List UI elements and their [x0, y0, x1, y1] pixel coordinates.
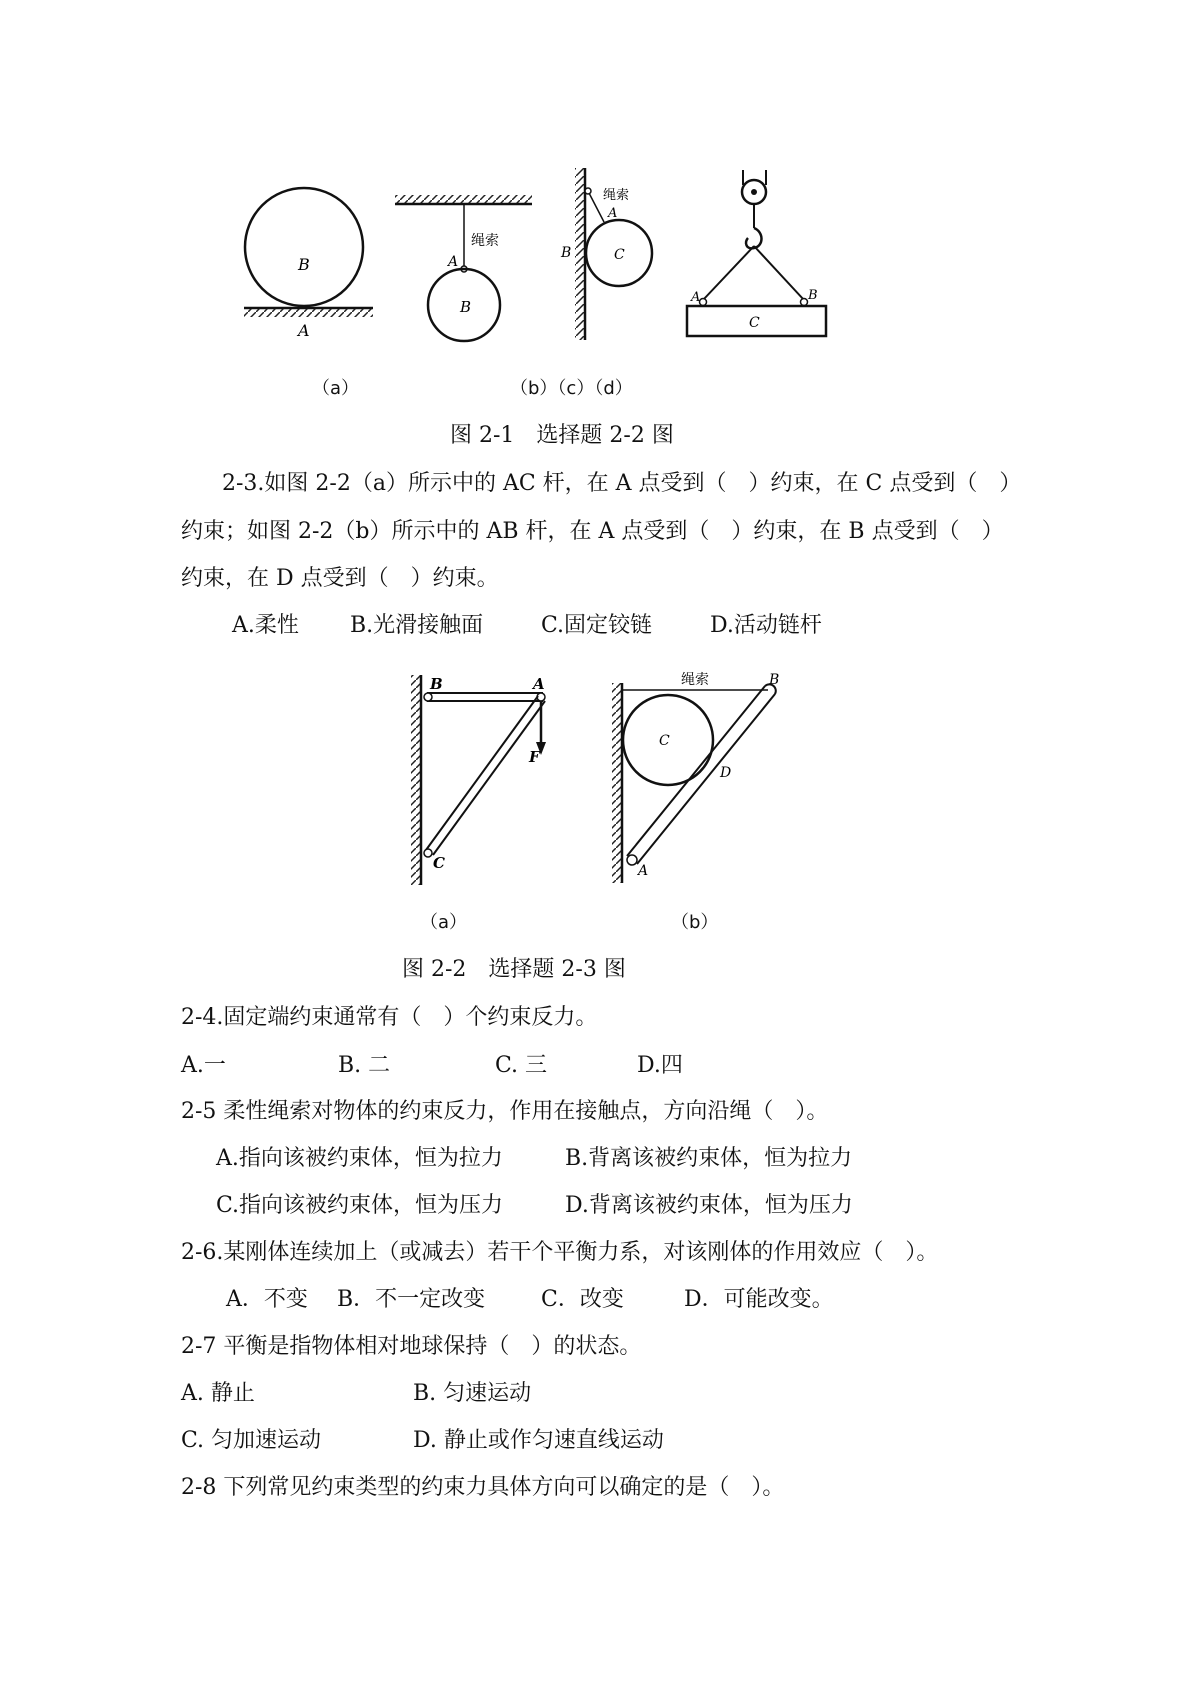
caption-2-2: 图 2-2 选择题 2-3 图	[402, 957, 626, 982]
q23-option-d: D.活动链杆	[710, 613, 822, 638]
q27-stem: 2-7 平衡是指物体相对地球保持（ ）的状态。	[181, 1334, 642, 1359]
q23-line3: 约束，在 D 点受到（ ）约束。	[181, 566, 499, 591]
figure-2-1b	[395, 195, 532, 341]
wall-hatch	[411, 675, 421, 885]
label-b: B	[298, 255, 310, 274]
q25-stem: 2-5 柔性绳索对物体的约束反力，作用在接触点，方向沿绳（ ）。	[181, 1099, 829, 1124]
label-a: A	[691, 290, 701, 305]
circle-b	[245, 188, 363, 306]
wall-hatch	[612, 683, 622, 883]
subcaption-bcd: （b）（c）（d）	[510, 378, 633, 399]
rope	[589, 193, 604, 222]
bar-ab-2	[637, 694, 775, 864]
figure-2-1c	[560, 168, 652, 340]
q23-option-b: B.光滑接触面	[350, 613, 484, 638]
q23-line1: 2-3.如图 2-2（a）所示中的 AC 杆，在 A 点受到（ ）约束，在 C 点受到（ ）	[222, 471, 1022, 496]
q27-option-d: D. 静止或作匀速直线运动	[413, 1428, 664, 1453]
figure-2-2a	[411, 675, 546, 885]
ceiling-hatch	[395, 195, 532, 203]
q24-option-d: D.四	[637, 1053, 683, 1078]
label-c: C	[659, 733, 670, 749]
label-c: C	[614, 247, 625, 263]
q26-stem: 2-6.某刚体连续加上（或减去）若干个平衡力系，对该刚体的作用效应（ ）。	[181, 1240, 939, 1265]
q27-option-c: C. 匀加速运动	[181, 1428, 322, 1453]
q23-option-c: C.固定铰链	[541, 613, 653, 638]
label-rope: 绳索	[471, 233, 499, 249]
q24-option-b: B. 二	[338, 1053, 391, 1078]
label-b: B	[769, 672, 780, 688]
sling-left	[703, 246, 754, 300]
figure-2-2	[0, 665, 1191, 895]
label-a: A	[638, 863, 649, 879]
subcaption-a: （a）	[312, 378, 360, 399]
figure-2-1	[0, 150, 1191, 350]
label-b: B	[430, 675, 443, 693]
label-a: A	[448, 254, 459, 270]
q24-stem: 2-4.固定端约束通常有（ ）个约束反力。	[181, 1005, 598, 1030]
subcaption-b: （b）	[671, 912, 719, 933]
q24-option-c: C. 三	[495, 1053, 548, 1078]
q25-option-b: B.背离该被约束体，恒为拉力	[565, 1146, 853, 1171]
label-d: D	[720, 765, 732, 781]
label-b: B	[808, 288, 818, 303]
q25-option-d: D.背离该被约束体，恒为压力	[565, 1193, 853, 1218]
attach-wall	[585, 188, 591, 194]
q27-option-b: B. 匀速运动	[413, 1381, 532, 1406]
q26-option-a: A．不变	[226, 1287, 308, 1312]
caption-2-1: 图 2-1 选择题 2-2 图	[450, 423, 674, 448]
label-c: C	[433, 854, 445, 872]
q26-option-d: D．可能改变。	[684, 1287, 834, 1312]
bar-ac-2	[433, 701, 545, 855]
label-b: B	[561, 245, 572, 261]
wall-hatch	[575, 168, 584, 340]
q28-stem: 2-8 下列常见约束类型的约束力具体方向可以确定的是（ ）。	[181, 1475, 785, 1500]
q23-option-a: A.柔性	[232, 613, 299, 638]
q25-option-c: C.指向该被约束体，恒为压力	[216, 1193, 504, 1218]
q23-line2: 约束；如图 2-2（b）所示中的 AB 杆，在 A 点受到（ ）约束，在 B 点受到（ ）	[181, 519, 1004, 544]
label-a: A	[608, 206, 618, 221]
label-a: A	[533, 675, 545, 693]
bar-ab-1	[627, 686, 765, 856]
figure-2-1d	[687, 170, 826, 336]
figure-2-2b	[612, 672, 779, 883]
q27-option-a: A. 静止	[181, 1381, 255, 1406]
sling-right	[754, 246, 804, 300]
label-a: A	[298, 321, 310, 340]
figure-2-1a	[244, 188, 373, 340]
label-rope: 绳索	[681, 672, 709, 688]
q25-option-a: A.指向该被约束体，恒为拉力	[216, 1146, 503, 1171]
bar-ba	[428, 693, 542, 701]
label-c: C	[749, 315, 760, 331]
bar-ac-1	[426, 696, 538, 850]
label-f: F	[529, 748, 540, 766]
hook	[746, 228, 762, 248]
label-b: B	[460, 298, 472, 316]
q26-option-b: B．不一定改变	[337, 1287, 486, 1312]
ground-hatch	[244, 309, 373, 317]
subcaption-a: （a）	[420, 912, 468, 933]
q26-option-c: C．改变	[541, 1287, 624, 1312]
label-rope: 绳索	[603, 188, 630, 203]
q24-option-a: A.一	[181, 1053, 226, 1078]
